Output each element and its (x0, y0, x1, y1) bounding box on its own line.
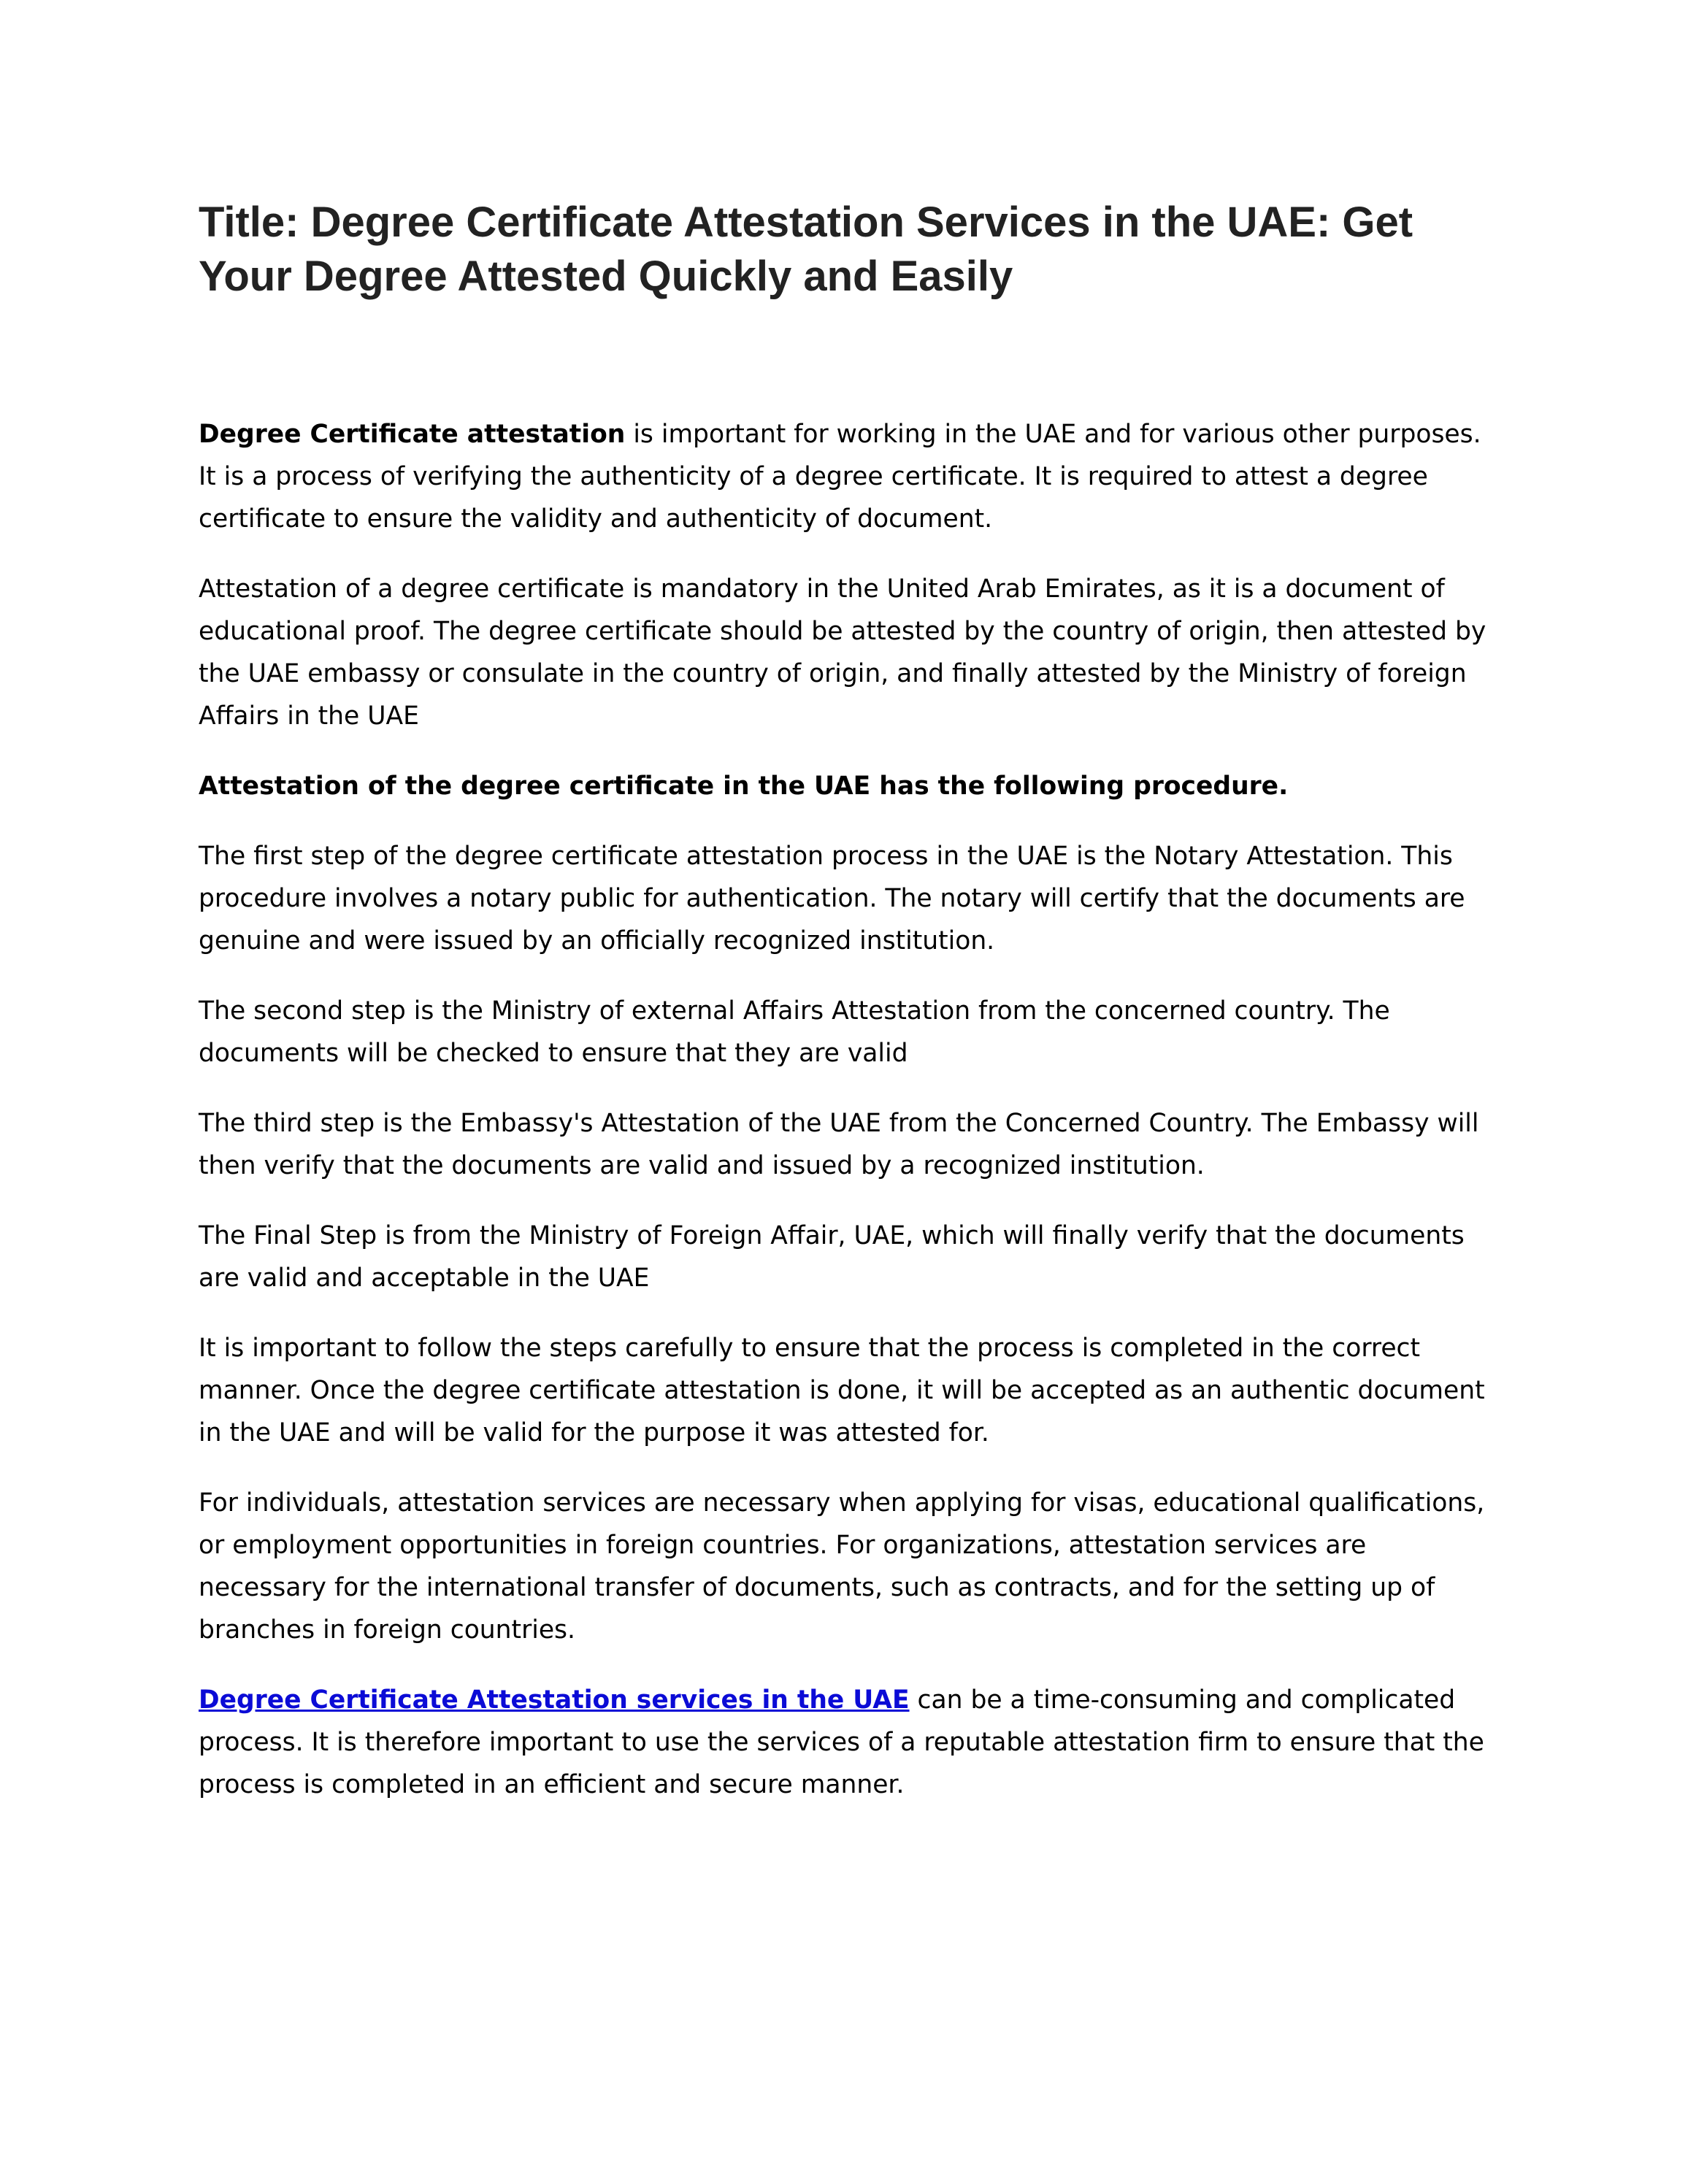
mandatory-paragraph: Attestation of a degree certificate is mandatory in the United Arab Emirates, as it is a document of educational proof. The degree certificate should be attested by the country of origin, then attested by the UAE embassy or consulate in the country of origin, and finally attested by the Ministry of foreign Affairs in the UAE (199, 574, 1486, 731)
intro-bold-lead: Degree Certificate attestation (199, 420, 626, 449)
document-title: Title: Degree Certificate Attestation Services in the UAE: Get Your Degree Attested Quickly and Easily (199, 199, 1413, 300)
procedure-heading: Attestation of the degree certificate in the UAE has the following procedure. (199, 772, 1289, 801)
document-page (199, 196, 1497, 1834)
step-third-paragraph: The third step is the Embassy's Attestation of the UAE from the Concerned Country. The Embassy will then verify that the documents are valid and issued by a recognized institution. (199, 1109, 1479, 1180)
step-second-paragraph: The second step is the Ministry of external Affairs Attestation from the concerned country. The documents will be checked to ensure that they are valid (199, 996, 1390, 1068)
closing-paragraph (199, 1679, 1497, 1806)
closing-text: can be a time-consuming and complicated process. It is therefore important to use the services of a reputable attestation firm to ensure that the process is completed in an efficient and secure manner. (199, 1685, 1484, 1799)
step-first-paragraph: The first step of the degree certificate attestation process in the UAE is the Notary Attestation. This procedure involves a notary public for authentication. The notary will certify that the documents are genuine and were issued by an officially recognized institution. (199, 842, 1465, 956)
intro-text: is important for working in the UAE and for various other purposes. It is a process of verifying the authenticity of a degree certificate. It is required to attest a degree certificate to ensure the validity and authenticity of document. (199, 420, 1481, 534)
important-paragraph: It is important to follow the steps carefully to ensure that the process is completed in the correct manner. Once the degree certificate attestation is done, it will be accepted as an authentic document in the UAE and will be valid for the purpose it was attested for. (199, 1334, 1485, 1447)
step-final-paragraph: The Final Step is from the Ministry of Foreign Affair, UAE, which will finally verify that the documents are valid and acceptable in the UAE (199, 1221, 1465, 1293)
individuals-paragraph: For individuals, attestation services are necessary when applying for visas, educational qualifications, or employment opportunities in foreign countries. For organizations, attestation services are necessary for the international transfer of documents, such as contracts, and for the setting up of branches in foreign countries. (199, 1488, 1485, 1645)
intro-paragraph (199, 413, 1497, 540)
attestation-services-link[interactable]: Degree Certificate Attestation services in the UAE (199, 1685, 910, 1715)
